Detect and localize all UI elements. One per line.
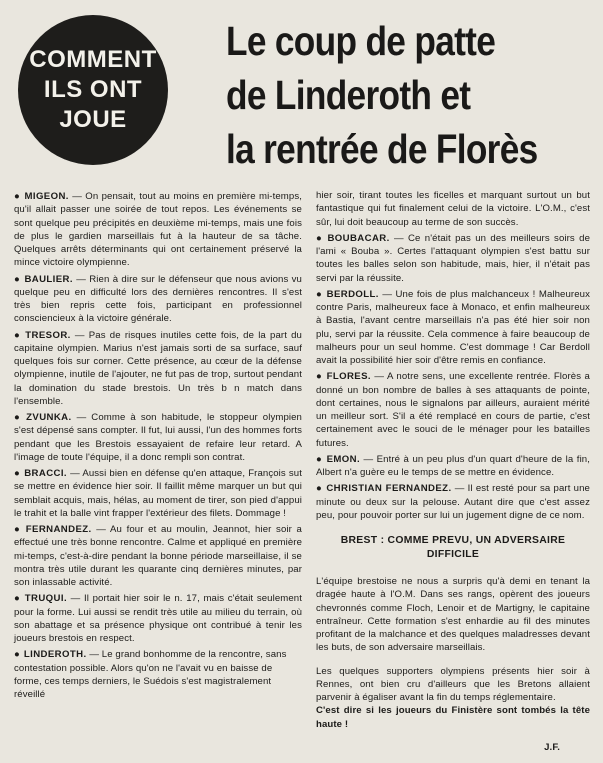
player-name: FLORES. (326, 371, 371, 383)
author-signature: J.F. (544, 741, 560, 753)
player-text: — Une fois de plus malchanceux ! Malheureux contre Paris, malheureux face à Monaco, et enfin malheureux à Bastia, l'avant centre marseillais n'a pas été hier soir non plu, servi par la réussite. Cela commence à faire beaucoup de malheurs pour un seul homme. C'est dommage ! Car Berdoll avait la possibilité hier soir d'être remis en confiance. (316, 288, 590, 366)
player-text: — On pensait, tout au moins en première mi-temps, qu'il allait passer une soirée de tout repos. Les événements se sont quelque peu précipités en deuxième mi-temps, mais une fois de plus le gardien marseillais fut à la hauteur de sa tâche. Quelques arrêts déterminants qui ont certainement préservé la mince victoire olympienne. (14, 191, 302, 269)
left-column (14, 190, 302, 704)
player-name: FERNANDEZ. (25, 524, 92, 535)
player-name: BERDOLL. (326, 288, 379, 300)
player-paragraph: ● LINDEROTH. — Le grand bonhomme de la rencontre, sans contestation possible. Alors qu'on ne l'avait vu en baisse de forme, ces temps derniers, le Suédois s'est magistralement réveillé (14, 649, 287, 700)
player-paragraph: ● EMON. — Entré à un peu plus d'un quart d'heure de la fin, Albert n'a guère eu le temps de se mettre en évidence. (316, 453, 591, 478)
player-paragraph: ● MIGEON. — On pensait, tout au moins en première mi-temps, qu'il allait passer une soirée de tout repos. Les événements se sont quelque peu précipités en deuxième mi-temps, mais une fois de plus le gardien marseillais fut à la hauteur de sa tâche. Quelques arrêts déterminants qui ont certainement préservé la mince victoire olympienne. (14, 191, 302, 269)
player-text: — Ce n'était pas un des meilleurs soirs de l'ami « Bouba ». Certes l'attaquant olympien s'est battu sur toutes les balles selon son habitude, mais, hier, il n'était pas servi par la réussite. (316, 232, 591, 284)
right-column (316, 189, 590, 754)
headline-line-2: de Linderoth et (226, 72, 471, 118)
badge-line-2: ILS ONT (43, 76, 143, 103)
player-name: ZVUNKA. (26, 412, 72, 423)
brest-subheading: BREST : COMME PREVU, UN ADVERSAIRE DIFFICILE (340, 535, 566, 560)
player-paragraph: ● BERDOLL. — Une fois de plus malchanceux ! Malheureux contre Paris, malheureux face à Monaco, et enfin malheureux à Bastia, l'avant centre marseillais n'a pas été hier soir non plu, servi par la réussite. Cela commence à faire beaucoup de malheurs pour un seul homme. C'est dommage ! Car Berdoll avait la possibilité hier soir d'être remis en confiance. (316, 288, 590, 366)
player-name: TRUQUI. (24, 593, 68, 605)
player-paragraph: ● BAULIER. — Rien à dire sur le défenseur que nous avions vu quelque peu en difficulté lors des dernières rencontres. Il s'est très bien repris cette fois, participant en professionnel consciencieux à la victoire générale. (14, 273, 302, 325)
article-headline (226, 14, 596, 176)
player-text: — Il est resté pour sa part une minute ou deux sur la pelouse. Autant dire que c'est assez peu, pour pouvoir porter sur lui un jugement digne de ce nom. (316, 483, 590, 521)
headline-line-1: Le coup de patte (226, 18, 496, 64)
player-text: — Le grand bonhomme de la rencontre, sans contestation possible. Alors qu'on ne l'avait vu en baisse de forme, ces temps derniers, le Suédois s'est magistralement réveillé (14, 649, 287, 700)
brest-paragraph-2: Les quelques supporters olympiens présents hier soir à Rennes, ont bien cru d'ailleurs que les Bretons allaient parvenir à égaliser avant la fin du temps réglementaire. (316, 665, 590, 703)
player-paragraph: ● BRACCI. — Aussi bien en défense qu'en attaque, François sut se mettre en évidence hier soir. Il faillit même marquer un but qui semblait acquis, mais, hélas, au moment de tirer, son pied d'appui le trahit et la balle vint frapper l'extérieur des filets. Dommage ! (14, 468, 302, 519)
player-name: CHRISTIAN FERNANDEZ. (326, 483, 452, 495)
player-text: — Au four et au moulin, Jeannot, hier soir a effectué une très bonne rencontre. Calme et appliqué en première mi-temps, c'est-à-dire pendant la bonne période marseillaise, il se montra très utile durant les quarante cinq dernières minutes, par son inlassable activité. (14, 524, 302, 588)
brest-closing: C'est dire si les joueurs du Finistère sont tombés la tête haute ! (316, 705, 590, 730)
player-paragraph: ● FLORES. — A notre sens, une excellente rentrée. Florès a donné un bon nombre de balles à ses attaquants de pointe, dont certaines, nous le signalons par ailleurs, auraient mérité un meilleur sort. S'il a été remplacé en cours de partie, c'est certainement avec le souci de le ménager pour les batailles futures. (316, 371, 590, 449)
player-name: EMON. (326, 453, 361, 465)
player-name: BOUBACAR. (327, 232, 390, 244)
player-text: — Pas de risques inutiles cette fois, de la part du capitaine olympien. Marius n'est jamais sorti de sa surface, sauf quelques fois sur corner. Cette présence, au cœur de la défense olympienne, inutile de l'ajouter, ne fut pas de trop, surtout pendant la domination du stade brestois. Un très b n match dans l'ensemble. (14, 329, 302, 407)
player-paragraph: ● TRESOR. — Pas de risques inutiles cette fois, de la part du capitaine olympien. Marius n'est jamais sorti de sa surface, sauf quelques fois sur corner. Cette présence, au cœur de la défense olympienne, inutile de l'ajouter, ne fut pas de trop, surtout pendant la domination du stade brestois. Un très b n match dans l'ensemble. (14, 329, 302, 407)
player-paragraph: ● FERNANDEZ. — Au four et au moulin, Jeannot, hier soir a effectué une très bonne rencontre. Calme et appliqué en première mi-temps, c'est-à-dire pendant la bonne période marseillaise, il se montra très utile durant les quarante cinq dernières minutes, par son inlassable activité. (14, 524, 302, 588)
player-text: — Comme à son habitude, le stoppeur olympien s'est dépensé sans compter. Il fut, lui aussi, l'un des hommes forts pendant que les Brestois essayaient de refaire leur retard. A l'image de toute l'équipe, il a donc rempli son contrat. (14, 412, 302, 463)
player-name: MIGEON. (24, 191, 69, 202)
player-text: — A notre sens, une excellente rentrée. Florès a donné un bon nombre de balles à ses attaquants de pointe, dont certaines, nous le signalons par ailleurs, auraient mérité un meilleur sort. S'il a été remplacé en cours de partie, c'est certainement avec le souci de le ménager pour les batailles futures. (316, 371, 590, 449)
headline-line-3: la rentrée de Florès (226, 126, 538, 172)
player-paragraph: ● ZVUNKA. — Comme à son habitude, le stoppeur olympien s'est dépensé sans compter. Il fut, lui aussi, l'un des hommes forts pendant que les Brestois essayaient de refaire leur retard. A l'image de toute l'équipe, il a donc rempli son contrat. (14, 412, 302, 463)
player-name: TRESOR. (25, 329, 71, 341)
player-name: BRACCI. (24, 468, 67, 479)
player-name: LINDEROTH. (23, 649, 87, 661)
player-paragraph: ● TRUQUI. — Il portait hier soir le n. 17, mais c'était seulement pour la forme. Lui aussi se rendit très utile au milieu du terrain, où son abattage et sa présence physique ont contribué à tenir les joueurs brestois en respect. (14, 593, 302, 644)
player-text: — Il portait hier soir le n. 17, mais c'était seulement pour la forme. Lui aussi se rendit très utile au milieu du terrain, où son abattage et sa présence physique ont contribué à tenir les joueurs brestois en respect. (14, 593, 302, 644)
player-text: — Aussi bien en défense qu'en attaque, François sut se mettre en évidence hier soir. Il faillit même marquer un but qui semblait acquis, mais, hélas, au moment de tirer, son pied d'appui le trahit et la balle vint frapper l'extérieur des filets. Dommage ! (14, 468, 302, 519)
player-paragraph: ● BOUBACAR. — Ce n'était pas un des meilleurs soirs de l'ami « Bouba ». Certes l'attaquant olympien s'est battu sur toutes les balles selon son habitude, mais, hier, il n'était pas servi par la réussite. (316, 232, 591, 284)
player-text: — Entré à un peu plus d'un quart d'heure de la fin, Albert n'a guère eu le temps de se mettre en évidence. (316, 453, 591, 478)
player-text: — Rien à dire sur le défenseur que nous avions vu quelque peu en difficulté lors des dernières rencontres. Il s'est très bien repris cette fois, participant en professionnel consciencieux à la victoire générale. (14, 273, 302, 325)
player-paragraph: ● CHRISTIAN FERNANDEZ. — Il est resté pour sa part une minute ou deux sur la pelouse. Autant dire que c'est assez peu, pour pouvoir porter sur lui un jugement digne de ce nom. (316, 483, 590, 521)
linderoth-continuation: hier soir, tirant toutes les ficelles et marquant surtout un but fantastique qui fut finalement celui de la victoire. L'O.M., c'est sûr, lui doit beaucoup au terme de son succès. (316, 190, 590, 228)
badge-line-3: JOUE (59, 106, 127, 133)
comment-ils-ont-joue-badge (18, 15, 168, 165)
brest-paragraph-1: L'équipe brestoise ne nous a surpris qu'à demi en tenant la dragée haute à l'O.M. Dans ses rangs, opèrent des joueurs chevronnés comme Floch, Lenoir et de Martigny, le capitaine entraîneur. Cette formation s'est enhardie au fil des minutes profitant de la malchance et des quelques maladresses devant les buts, de son adversaire marseillais. (316, 576, 590, 654)
badge-line-1: COMMENT (29, 46, 157, 73)
player-name: BAULIER. (24, 273, 73, 285)
